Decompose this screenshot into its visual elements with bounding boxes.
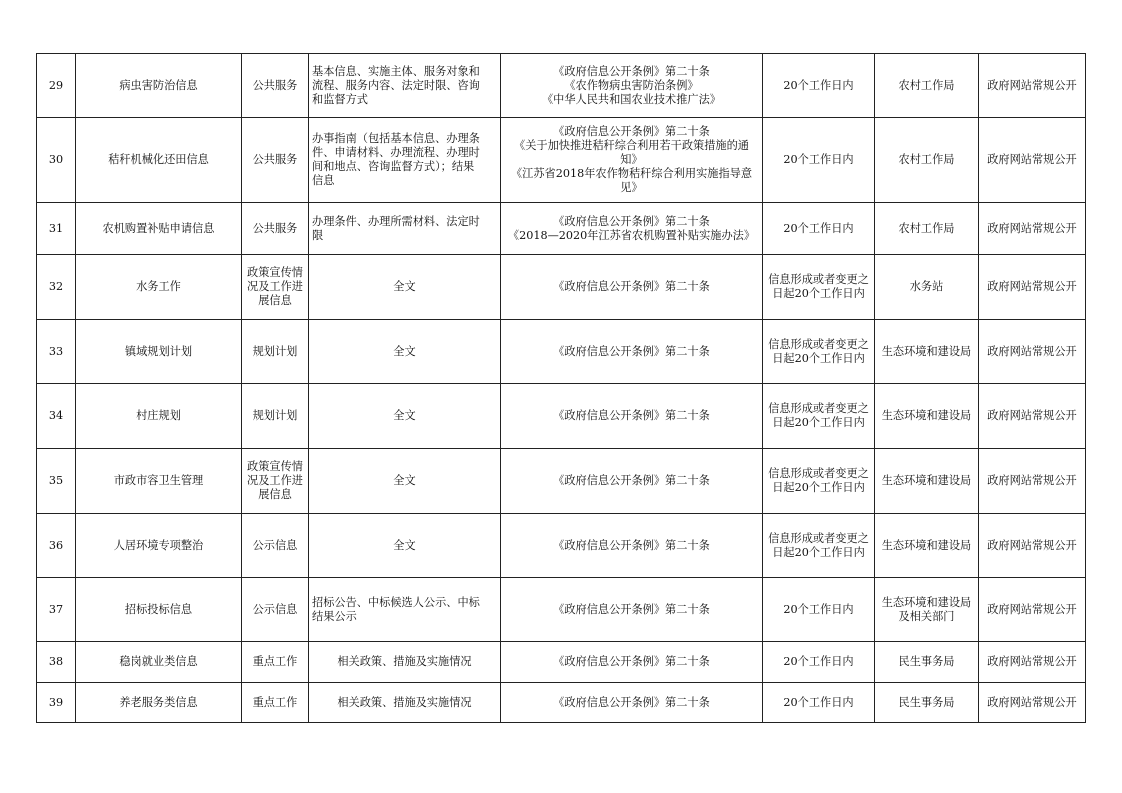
time-limit-cell-line: 信息形成或者变更之 (768, 402, 869, 415)
legal-basis-cell-line: 《政府信息公开条例》第二十条 (553, 538, 710, 552)
disclosure-method-cell: 政府网站常规公开 (979, 320, 1086, 384)
legal-basis-cell (501, 54, 763, 118)
content-cell (309, 384, 501, 449)
content-cell (309, 683, 501, 723)
time-limit-cell (763, 384, 875, 449)
department-cell (875, 255, 979, 320)
content-cell-line: 信息 (312, 174, 335, 187)
row-number-cell: 35 (37, 449, 76, 514)
department-cell (875, 642, 979, 683)
item-name-cell: 病虫害防治信息 (76, 54, 242, 118)
time-limit-cell (763, 449, 875, 514)
department-cell (875, 514, 979, 578)
disclosure-method-cell: 政府网站常规公开 (979, 118, 1086, 203)
content-cell (309, 118, 501, 203)
table-row (37, 642, 1086, 683)
legal-basis-cell-line: 《政府信息公开条例》第二十条 (553, 474, 710, 487)
row-number-cell: 33 (37, 320, 76, 384)
disclosure-method-cell: 政府网站常规公开 (979, 578, 1086, 642)
content-cell (309, 203, 501, 255)
time-limit-cell-line: 信息形成或者变更之 (768, 273, 869, 286)
content-cell-line: 全文 (393, 409, 416, 422)
content-cell-line: 办事指南（包括基本信息、办理条 (312, 132, 480, 145)
item-name-cell: 稳岗就业类信息 (76, 642, 242, 683)
legal-basis-cell-line: 知》 (620, 153, 643, 166)
legal-basis-cell-line: 《政府信息公开条例》第二十条 (553, 655, 710, 668)
time-limit-cell (763, 54, 875, 118)
disclosure-method-cell: 政府网站常规公开 (979, 203, 1086, 255)
content-cell-line: 流程、服务内容、法定时限、咨询 (312, 78, 480, 92)
row-number-cell: 31 (37, 203, 76, 255)
department-cell (875, 118, 979, 203)
content-cell (309, 642, 501, 683)
time-limit-cell-line: 信息形成或者变更之 (768, 337, 869, 351)
category-cell: 重点工作 (242, 683, 309, 723)
table-row (37, 683, 1086, 723)
time-limit-cell (763, 118, 875, 203)
legal-basis-cell-line: 《农作物病虫害防治条例》 (564, 78, 699, 92)
department-cell-line: 民生事务局 (898, 655, 955, 668)
time-limit-cell-line: 日起20个工作日内 (772, 351, 865, 365)
row-number-cell: 32 (37, 255, 76, 320)
row-number-cell: 36 (37, 514, 76, 578)
table-row (37, 203, 1086, 255)
category-cell: 规划计划 (242, 320, 309, 384)
disclosure-method-cell: 政府网站常规公开 (979, 683, 1086, 723)
time-limit-cell-line: 20个工作日内 (783, 153, 854, 166)
item-name-cell: 水务工作 (76, 255, 242, 320)
category-cell: 公示信息 (242, 514, 309, 578)
time-limit-cell-line: 日起20个工作日内 (772, 481, 865, 494)
table-row (37, 118, 1086, 203)
time-limit-cell-line: 20个工作日内 (783, 655, 854, 668)
table-row (37, 320, 1086, 384)
time-limit-cell (763, 320, 875, 384)
content-cell-line: 全文 (393, 538, 416, 552)
department-cell-line: 生态环境和建设局 (881, 344, 972, 358)
table-row (37, 255, 1086, 320)
time-limit-cell-line: 日起20个工作日内 (772, 416, 865, 429)
disclosure-method-cell: 政府网站常规公开 (979, 255, 1086, 320)
content-cell-line: 基本信息、实施主体、服务对象和 (312, 64, 480, 78)
legal-basis-cell-line: 《政府信息公开条例》第二十条 (553, 214, 710, 228)
department-cell (875, 384, 979, 449)
row-number-cell: 29 (37, 54, 76, 118)
content-cell-line: 全文 (393, 344, 416, 358)
time-limit-cell-line: 20个工作日内 (783, 78, 854, 92)
category-cell: 规划计划 (242, 384, 309, 449)
category-cell: 公共服务 (242, 203, 309, 255)
content-cell-line: 结果公示 (312, 609, 357, 623)
legal-basis-cell (501, 514, 763, 578)
time-limit-cell (763, 578, 875, 642)
disclosure-method-cell: 政府网站常规公开 (979, 449, 1086, 514)
content-cell-line: 全文 (393, 474, 416, 487)
legal-basis-cell-line: 《中华人民共和国农业技术推广法》 (541, 92, 721, 106)
department-cell (875, 203, 979, 255)
disclosure-method-cell: 政府网站常规公开 (979, 642, 1086, 683)
department-cell-line: 生态环境和建设局 (881, 474, 972, 487)
content-cell-line: 相关政策、措施及实施情况 (337, 695, 472, 709)
time-limit-cell (763, 642, 875, 683)
table-row (37, 384, 1086, 449)
time-limit-cell (763, 683, 875, 723)
legal-basis-cell (501, 118, 763, 203)
item-name-cell: 人居环境专项整治 (76, 514, 242, 578)
time-limit-cell-line: 20个工作日内 (783, 221, 854, 235)
disclosure-method-cell: 政府网站常规公开 (979, 54, 1086, 118)
legal-basis-cell-line: 《政府信息公开条例》第二十条 (553, 695, 710, 709)
legal-basis-cell (501, 578, 763, 642)
table-row (37, 578, 1086, 642)
item-name-cell: 镇域规划计划 (76, 320, 242, 384)
department-cell-line: 农村工作局 (898, 153, 955, 166)
department-cell-line: 生态环境和建设局 (881, 538, 972, 552)
legal-basis-cell-line: 《政府信息公开条例》第二十条 (553, 125, 710, 138)
legal-basis-cell (501, 384, 763, 449)
content-cell (309, 54, 501, 118)
time-limit-cell-line: 信息形成或者变更之 (768, 467, 869, 480)
legal-basis-cell (501, 642, 763, 683)
department-cell (875, 578, 979, 642)
legal-basis-cell (501, 449, 763, 514)
row-number-cell: 30 (37, 118, 76, 203)
time-limit-cell-line: 20个工作日内 (783, 695, 854, 709)
item-name-cell: 农机购置补贴申请信息 (76, 203, 242, 255)
category-cell: 政策宣传情况及工作进展信息 (242, 255, 309, 320)
department-cell (875, 683, 979, 723)
legal-basis-cell-line: 《2018—2020年江苏省农机购置补贴实施办法》 (507, 228, 756, 242)
legal-basis-cell-line: 《政府信息公开条例》第二十条 (553, 64, 710, 78)
row-number-cell: 34 (37, 384, 76, 449)
item-name-cell: 养老服务类信息 (76, 683, 242, 723)
disclosure-table (36, 53, 1086, 723)
legal-basis-cell-line: 《政府信息公开条例》第二十条 (553, 409, 710, 422)
content-cell-line: 全文 (393, 280, 416, 293)
department-cell-line: 民生事务局 (898, 695, 955, 709)
department-cell-line: 农村工作局 (898, 221, 955, 235)
department-cell-line: 农村工作局 (898, 78, 955, 92)
legal-basis-cell (501, 203, 763, 255)
time-limit-cell-line: 日起20个工作日内 (772, 545, 865, 559)
disclosure-method-cell: 政府网站常规公开 (979, 514, 1086, 578)
category-cell: 公共服务 (242, 118, 309, 203)
legal-basis-cell-line: 《江苏省2018年农作物秸秆综合利用实施指导意 (510, 167, 753, 180)
department-cell (875, 54, 979, 118)
category-cell: 政策宣传情况及工作进展信息 (242, 449, 309, 514)
content-cell-line: 件、申请材料、办理流程、办理时 (312, 146, 480, 159)
content-cell (309, 255, 501, 320)
category-cell: 公示信息 (242, 578, 309, 642)
content-cell-line: 间和地点、咨询监督方式）；结果 (312, 160, 475, 173)
content-cell (309, 578, 501, 642)
item-name-cell: 村庄规划 (76, 384, 242, 449)
legal-basis-cell-line: 《政府信息公开条例》第二十条 (553, 602, 710, 616)
time-limit-cell-line: 20个工作日内 (783, 602, 854, 616)
row-number-cell: 39 (37, 683, 76, 723)
department-cell-line: 生态环境和建设局 (881, 409, 972, 422)
table-row (37, 54, 1086, 118)
item-name-cell: 秸秆机械化还田信息 (76, 118, 242, 203)
row-number-cell: 38 (37, 642, 76, 683)
legal-basis-cell (501, 320, 763, 384)
content-cell-line: 相关政策、措施及实施情况 (337, 655, 472, 668)
department-cell (875, 449, 979, 514)
department-cell (875, 320, 979, 384)
content-cell-line: 招标公告、中标候选人公示、中标 (312, 595, 480, 609)
content-cell (309, 449, 501, 514)
legal-basis-cell (501, 255, 763, 320)
legal-basis-cell-line: 《政府信息公开条例》第二十条 (553, 280, 710, 293)
legal-basis-cell (501, 683, 763, 723)
content-cell (309, 320, 501, 384)
table-row (37, 514, 1086, 578)
legal-basis-cell-line: 《关于加快推进秸秆综合利用若干政策措施的通 (514, 139, 749, 152)
content-cell-line: 办理条件、办理所需材料、法定时 (312, 214, 480, 228)
table-body (37, 54, 1086, 723)
content-cell-line: 和监督方式 (312, 92, 368, 106)
legal-basis-cell-line: 《政府信息公开条例》第二十条 (553, 344, 710, 358)
row-number-cell: 37 (37, 578, 76, 642)
disclosure-method-cell: 政府网站常规公开 (979, 384, 1086, 449)
category-cell: 重点工作 (242, 642, 309, 683)
department-cell-line: 水务站 (909, 280, 944, 293)
department-cell-line: 生态环境和建设局 (881, 595, 972, 609)
time-limit-cell-line: 日起20个工作日内 (772, 287, 865, 300)
content-cell-line: 限 (312, 228, 324, 242)
time-limit-cell-line: 信息形成或者变更之 (768, 531, 869, 545)
time-limit-cell (763, 514, 875, 578)
time-limit-cell (763, 203, 875, 255)
item-name-cell: 市政市容卫生管理 (76, 449, 242, 514)
category-cell: 公共服务 (242, 54, 309, 118)
legal-basis-cell-line: 见》 (620, 181, 643, 194)
department-cell-line: 及相关部门 (898, 609, 955, 623)
time-limit-cell (763, 255, 875, 320)
item-name-cell: 招标投标信息 (76, 578, 242, 642)
content-cell (309, 514, 501, 578)
table-row (37, 449, 1086, 514)
